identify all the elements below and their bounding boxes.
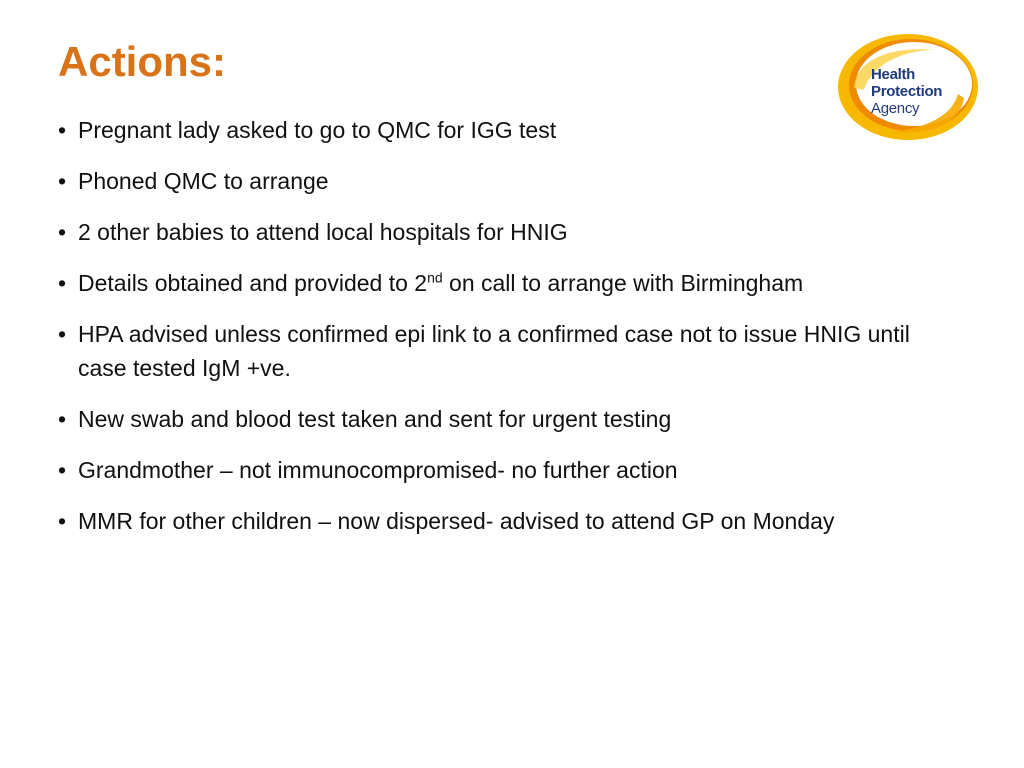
bullet-item	[58, 317, 938, 385]
bullet-item	[58, 453, 938, 487]
bullet-dot-icon: •	[58, 168, 67, 194]
logo-wordmark	[871, 66, 942, 117]
bullet-item	[58, 402, 938, 436]
bullet-dot-icon: •	[58, 406, 67, 432]
bullet-text: 2 other babies to attend local hospitals for HNIG	[78, 219, 568, 245]
logo-line-protection: Protection	[871, 83, 943, 100]
bullet-dot-icon: •	[58, 508, 67, 534]
logo-line-agency: Agency	[871, 100, 920, 117]
bullet-item	[58, 113, 938, 147]
bullet-list	[58, 113, 938, 555]
bullet-dot-icon: •	[58, 117, 67, 143]
bullet-text: MMR for other children – now dispersed- advised to attend GP on Monday	[78, 508, 835, 534]
bullet-text: Pregnant lady asked to go to QMC for IGG test	[78, 117, 557, 143]
logo-line-health: Health	[871, 66, 916, 83]
bullet-item	[58, 164, 938, 198]
bullet-text: HPA advised unless confirmed epi link to a confirmed case not to issue HNIG until case tested IgM +ve.	[78, 321, 910, 381]
bullet-text: Phoned QMC to arrange	[78, 168, 329, 194]
bullet-text: Grandmother – not immunocompromised- no further action	[78, 457, 678, 483]
bullet-text-continued: on call to arrange with Birmingham	[442, 270, 804, 296]
bullet-dot-icon: •	[58, 457, 67, 483]
bullet-superscript: nd	[427, 269, 443, 286]
bullet-text: Details obtained and provided to 2	[78, 270, 428, 296]
bullet-item	[58, 266, 938, 300]
bullet-dot-icon: •	[58, 219, 67, 245]
slide-title: Actions:	[58, 38, 226, 85]
bullet-dot-icon: •	[58, 270, 67, 296]
bullet-text: New swab and blood test taken and sent for urgent testing	[78, 406, 672, 432]
bullet-item	[58, 504, 938, 538]
bullet-item	[58, 215, 938, 249]
bullet-dot-icon: •	[58, 321, 67, 347]
